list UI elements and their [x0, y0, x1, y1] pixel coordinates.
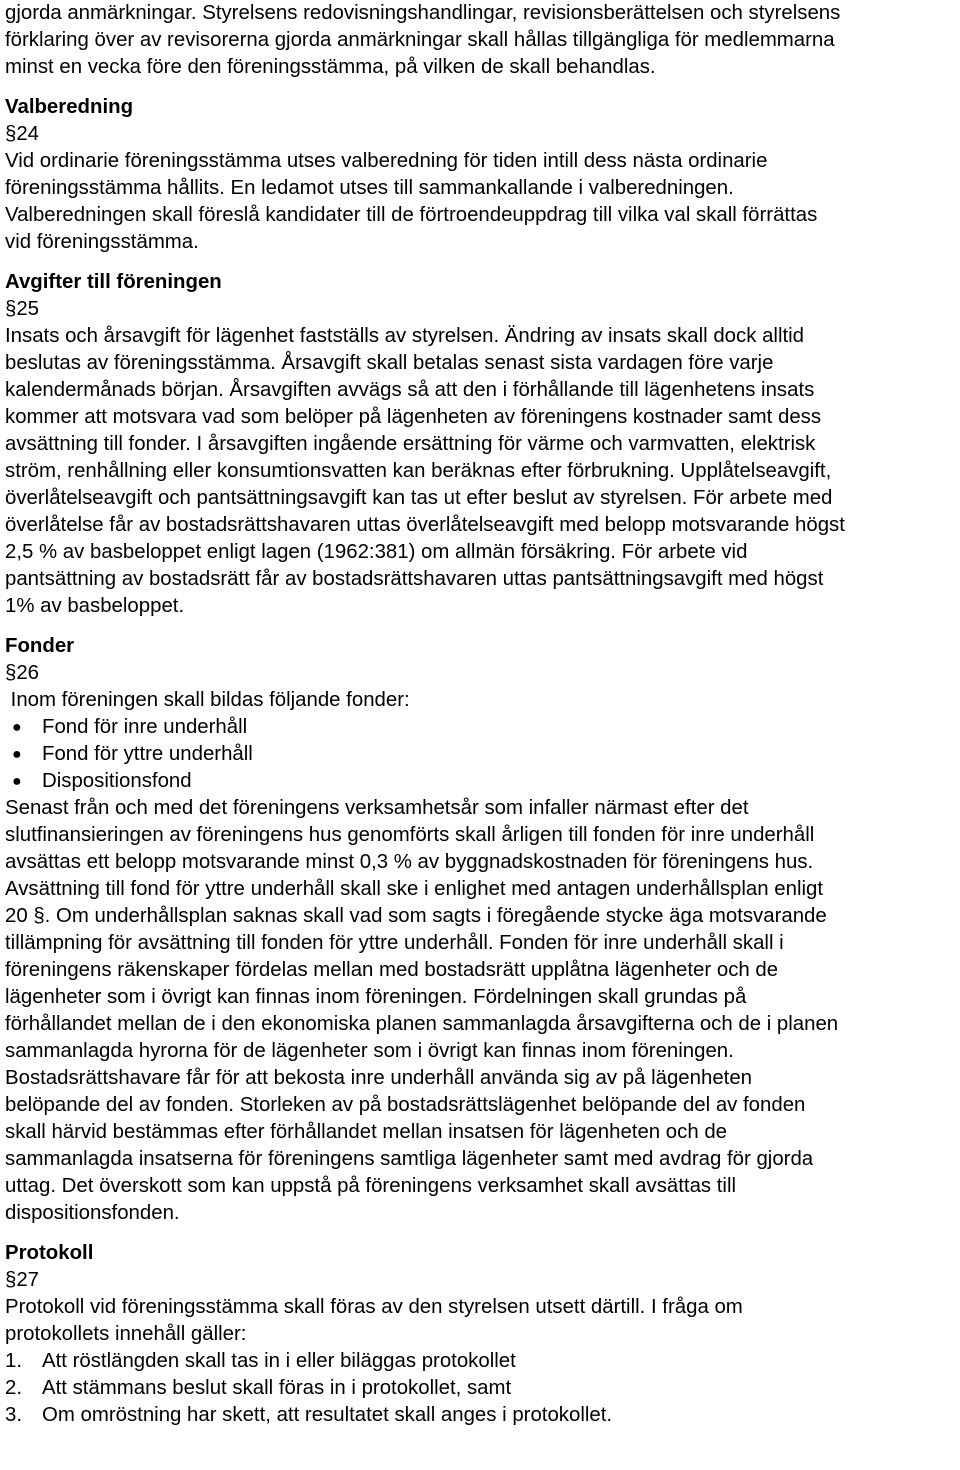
- list-number: 2.: [5, 1377, 23, 1399]
- spacer: [5, 256, 960, 269]
- heading-protokoll: Protokoll: [5, 1242, 94, 1264]
- bullet-icon: ●: [12, 746, 22, 763]
- section-number: §26: [5, 662, 40, 684]
- list-item-text: Att stämmans beslut skall föras in i protokollet, samt: [42, 1377, 512, 1399]
- list-number: 3.: [5, 1404, 23, 1426]
- spacer: [5, 81, 960, 94]
- list-item-text: Att röstlängden skall tas in i eller biläggas protokollet: [42, 1350, 516, 1372]
- list-item-text: Dispositionsfond: [42, 770, 192, 792]
- bullet-icon: ●: [12, 719, 22, 736]
- protokoll-list: [5, 1348, 960, 1429]
- list-item: [5, 741, 960, 768]
- spacer: [5, 620, 960, 633]
- fonder-paragraph: Senast från och med det föreningens verksamhetsår som infaller närmast efter det slutfinansieringen av föreningens hus genomförts skall årligen till fonden för inre underhåll avsättas ett belopp motsvarande minst 0,3 % av byggnadskostnaden för föreningens hus. Avsättning till fond för yttre underhåll skall ske i enlighet med antagen underhållsplan enligt 20 §. Om underhållsplan saknas skall vad som sagts i föregående stycke äga motsvarande tillämpning för avsättning till fonden för yttre underhåll. Fonden för inre underhåll skall i föreningens räkenskaper fördelas mellan med bostadsrätt upplåtna lägenheter och de lägenheter som i övrigt kan finnas inom föreningen. Fördelningen skall grundas på förhållandet mellan de i den ekonomiska planen sammanlagda årsavgifterna och de i planen sammanlagda hyrorna för de lägenheter som i övrigt kan finnas inom föreningen. Bostadsrättshavare får för att bekosta inre underhåll använda sig av på lägenheten belöpande del av fonden. Storleken av på bostadsrättslägenhet belöpande del av fonden skall härvid bestämmas efter förhållandet mellan insatsen för lägenheten och de sammanlagda insatserna för föreningens samtliga lägenheter samt med avdrag för gjorda uttag. Det överskott som kan uppstå på föreningens verksamhet skall avsättas till dispositionsfonden.: [5, 797, 839, 1224]
- section-number: §27: [5, 1269, 40, 1291]
- fonder-intro: Inom föreningen skall bildas följande fonder:: [5, 689, 410, 711]
- intro-paragraph: gjorda anmärkningar. Styrelsens redovisningshandlingar, revisionsberättelsen och styrelsens förklaring över av revisorerna gjorda anmärkningar skall hållas tillgängliga för medlemmarna minst en vecka före den föreningsstämma, på vilken de skall behandlas.: [5, 2, 841, 78]
- avgifter-paragraph: Insats och årsavgift för lägenhet fastställs av styrelsen. Ändring av insats skall dock alltid beslutas av föreningsstämma. Årsavgift skall betalas senast sista vardagen före varje kalendermånads början. Årsavgiften avvägs så att den i förhållande till lägenhetens insats kommer att motsvara vad som belöper på lägenheten av föreningens kostnader samt dess avsättning till fonder. I årsavgiften ingående ersättning för värme och varmvatten, elektrisk ström, renhållning eller konsumtionsvatten kan beräknas efter förbrukning. Upplåtelseavgift, överlåtelseavgift och pantsättningsavgift kan tas ut efter beslut av styrelsen. För arbete med överlåtelse får av bostadsrättshavaren uttas överlåtelseavgift med belopp motsvarande högst 2,5 % av basbeloppet enligt lagen (1962:381) om allmän försäkring. För arbete vid pantsättning av bostadsrätt får av bostadsrättshavaren uttas pantsättningsavgift med högst 1% av basbeloppet.: [5, 325, 845, 617]
- section-number: §24: [5, 123, 40, 145]
- list-item: [5, 1375, 960, 1402]
- list-item-text: Om omröstning har skett, att resultatet skall anges i protokollet.: [42, 1404, 613, 1426]
- list-item: [5, 714, 960, 741]
- heading-avgifter: Avgifter till föreningen: [5, 271, 222, 293]
- list-item-text: Fond för inre underhåll: [42, 716, 248, 738]
- section-number: §25: [5, 298, 40, 320]
- valberedning-paragraph: Vid ordinarie föreningsstämma utses valberedning för tiden intill dess nästa ordinarie föreningsstämma hållits. En ledamot utses till sammankallande i valberedningen. Valberedningen skall föreslå kandidater till de förtroendeuppdrag till vilka val skall förrättas vid föreningsstämma.: [5, 150, 818, 253]
- spacer: [5, 1227, 960, 1240]
- fonder-list: [5, 714, 960, 795]
- list-item: [5, 768, 960, 795]
- bullet-icon: ●: [12, 773, 22, 790]
- heading-fonder: Fonder: [5, 635, 75, 657]
- list-item-text: Fond för yttre underhåll: [42, 743, 253, 765]
- heading-valberedning: Valberedning: [5, 96, 134, 118]
- list-item: [5, 1402, 960, 1429]
- protokoll-paragraph: Protokoll vid föreningsstämma skall föras av den styrelsen utsett därtill. I fråga om protokollets innehåll gäller:: [5, 1296, 743, 1345]
- list-item: [5, 1348, 960, 1375]
- list-number: 1.: [5, 1350, 23, 1372]
